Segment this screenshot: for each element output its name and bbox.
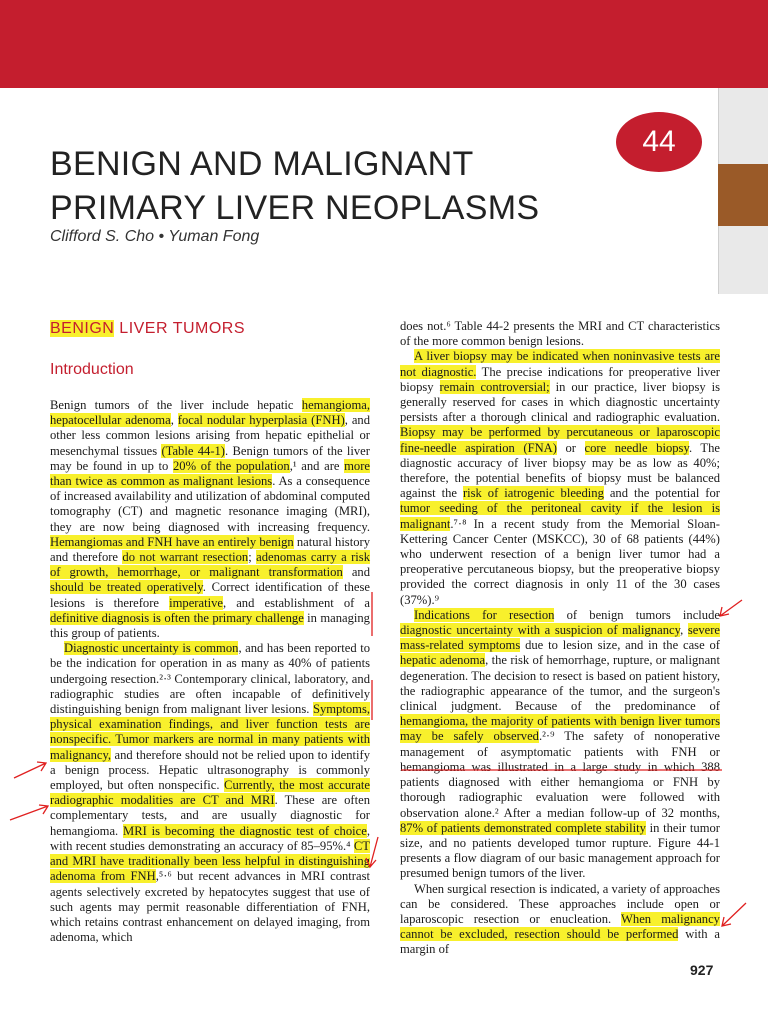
highlighted-text: risk of iatrogenic bleeding <box>462 486 604 501</box>
highlighted-text: Currently, the most accurate radiographic modalities are CT and MRI <box>50 778 371 808</box>
text-run: or <box>556 440 585 455</box>
highlighted-text: 20% of the population <box>172 458 290 473</box>
text-run: ,¹ and are <box>289 458 345 473</box>
highlighted-text: Diagnostic uncertainty is common <box>64 641 239 656</box>
section-heading-highlight: BENIGN <box>50 320 115 337</box>
text-run: and <box>342 565 370 580</box>
text-run: and therefore should not be relied upon to identify a benign process. Hepatic ultrasonography is commonly employed, but often nonspecific. <box>50 747 370 793</box>
highlighted-text: CT and MRI have traditionally been less helpful in distinguishing adenoma from FNH <box>50 838 370 884</box>
highlighted-text: diagnostic uncertainty with a suspicion of malignancy <box>400 623 681 638</box>
text-run: Benign tumors of the liver include hepatic <box>50 398 302 412</box>
paragraph <box>400 319 720 349</box>
text-run: , and has been reported to be the indication for operation in as many as 40% of patients undergoing resection.²·³ Contemporary clinical, laboratory, and radiographic studies are often incapable of definitively distinguishing benign from malignant liver lesions. <box>50 641 370 717</box>
highlighted-text: adenomas carry a risk of growth, hemorrhage, or malignant transformation <box>50 550 370 580</box>
paragraph <box>400 608 720 882</box>
highlighted-text: 87% of patients demonstrated complete stability <box>400 820 646 835</box>
text-run: and the potential for <box>603 486 720 501</box>
text-run: does not.⁶ Table 44-2 presents the MRI and CT characteristics of the more common benign lesions. <box>400 319 720 349</box>
text-run: , <box>680 623 688 638</box>
text-run: in their tumor size, and no patients developed tumor rupture. Figure 44-1 presents a flow diagram of our basic management approach for presumed benign tumors of the liver. <box>400 820 721 881</box>
paragraph <box>400 882 720 958</box>
text-run: in our practice, liver biopsy is generally reserved for cases in which diagnostic uncertainty persists after a thorough clinical and radiographic evaluation. <box>400 379 720 425</box>
highlighted-text: Symptoms, physical examination findings, and liver function tests are nonspecific. Tumor markers are normal in many patients with malignancy, <box>50 702 370 762</box>
highlighted-text: tumor seeding of the peritoneal cavity if the lesion is malignant <box>400 501 720 531</box>
highlighted-text: When malignancy cannot be excluded, resection should be performed <box>400 911 720 942</box>
text-run: .⁷·⁸ In a recent study from the Memorial Sloan-Kettering Cancer Center (MSKCC), 30 of 68 patients (44%) who underwent resection of a benign liver tumor had a preoperative percutaneous biopsy, but the preoperative biopsy provided the correct diagnosis in only 11 of the 30 cases (37%).⁹ <box>400 516 720 607</box>
left-text-column <box>50 398 370 945</box>
text-run: in managing this group of patients. <box>50 610 370 641</box>
chapter-authors: Clifford S. Cho • Yuman Fong <box>50 228 260 245</box>
text-run: , and establishment of a <box>222 595 370 610</box>
text-run: When surgical resection is indicated, a variety of approaches can be considered. These approaches include open or laparoscopic resection or enucleation. <box>400 881 720 926</box>
annotation-arrow-icon <box>720 600 742 616</box>
highlighted-text: definitive diagnosis is often the primary challenge <box>50 610 304 625</box>
paragraph <box>50 641 370 945</box>
chapter-side-tab-accent <box>718 164 768 226</box>
text-run: due to lesion size, and in the case of <box>520 638 720 653</box>
text-run: . As a consequence of increased availability and utilization of abdominal computed tomography (CT) and magnetic resonance imaging (MRI), they are now being diagnosed with increasing frequency. <box>50 474 370 534</box>
text-run: with a margin of <box>400 927 720 957</box>
highlighted-text: core needle biopsy <box>584 440 689 455</box>
highlighted-text: Hemangiomas and FNH have an entirely benign <box>50 534 294 549</box>
chapter-title <box>50 142 610 230</box>
highlighted-text: (Table 44-1) <box>161 443 225 458</box>
text-run: of benign tumors include <box>554 607 720 622</box>
highlighted-text: hepatic adenoma <box>400 653 486 668</box>
paragraph <box>400 349 720 607</box>
text-run: . Benign tumors of the liver may be found in up to <box>50 443 370 473</box>
text-run: .²·⁹ The safety of nonoperative management of asymptomatic patients with FNH or hemangioma was illustrated in a large study in which 388 patients diagnosed with either hemangioma or FNH by thorough radiographic evaluation were followed with observation alone.² After a median follow-up of 32 months, <box>400 729 720 820</box>
section-heading-rest: LIVER TUMORS <box>114 320 246 337</box>
section-heading <box>50 320 245 338</box>
highlighted-text: severe mass-related symptoms <box>400 623 720 653</box>
right-text-column <box>400 319 720 958</box>
text-run: , the risk of hemorrhage, rupture, or malignant degeneration. The decision to resect is based on patient history, the radiographic appearance of the tumor, and the surgeon's clinical judgment. Because of the predominance of <box>400 653 720 714</box>
subsection-heading: Introduction <box>50 361 134 378</box>
chapter-number-badge: 44 <box>616 112 702 172</box>
highlighted-text: MRI is becoming the diagnostic test of choice <box>123 823 367 838</box>
text-run: , with recent studies demonstrating an accuracy of 85–95%.⁴ <box>50 823 370 853</box>
highlighted-text: Biopsy may be performed by percutaneous or laparoscopic fine-needle aspiration (FNA) <box>400 425 720 455</box>
highlighted-text: hemangioma, hepatocellular adenoma <box>50 398 370 428</box>
text-run: , and other less common lesions arising from hepatic epithelial or mesenchymal tissues <box>50 413 371 458</box>
highlighted-text: imperative <box>169 595 223 610</box>
highlighted-text: should be treated operatively <box>50 580 203 595</box>
annotation-arrow-icon <box>14 762 46 778</box>
page-number: 927 <box>690 962 714 978</box>
text-run: . The diagnostic accuracy of liver biopsy may be as low as 40%; therefore, the potential benefits of biopsy must be balanced against the <box>400 440 720 501</box>
header-red-bar <box>0 0 768 88</box>
highlighted-text: focal nodular hyperplasia (FNH) <box>177 413 345 428</box>
text-run: ; <box>248 550 257 565</box>
text-run: . Correct identification of these lesions is therefore <box>50 580 370 610</box>
highlighted-text: A liver biopsy may be indicated when noninvasive tests are not diagnostic. <box>400 349 720 379</box>
highlighted-text: Indications for resection <box>414 607 555 622</box>
highlighted-text: more than twice as common as malignant lesions <box>50 458 371 489</box>
annotation-arrow-icon <box>10 805 48 820</box>
chapter-title-line-1: BENIGN AND MALIGNANT <box>50 145 474 183</box>
highlighted-text: do not warrant resection <box>122 550 249 565</box>
text-run: . These are often complementary tests, and are usually diagnostic for hemangioma. <box>50 793 370 838</box>
paragraph <box>50 398 370 641</box>
text-run: natural history and therefore <box>50 534 370 565</box>
text-run: The precise indications for preoperative liver biopsy <box>400 364 720 394</box>
text-run: ,⁵·⁶ but recent advances in MRI contrast agents selectively excreted by hepatocytes suggest that use of such agents may permit reasonable differentiation of FNH, which retains contrast enhancement on delayed imaging, from adenoma, which <box>50 869 370 945</box>
annotation-arrow-icon <box>722 903 746 926</box>
chapter-title-line-2: PRIMARY LIVER NEOPLASMS <box>50 189 540 227</box>
text-run: , <box>170 413 178 428</box>
highlighted-text: hemangioma, the majority of patients with benign liver tumors may be safely observed <box>400 714 720 744</box>
highlighted-text: remain controversial; <box>439 379 550 394</box>
